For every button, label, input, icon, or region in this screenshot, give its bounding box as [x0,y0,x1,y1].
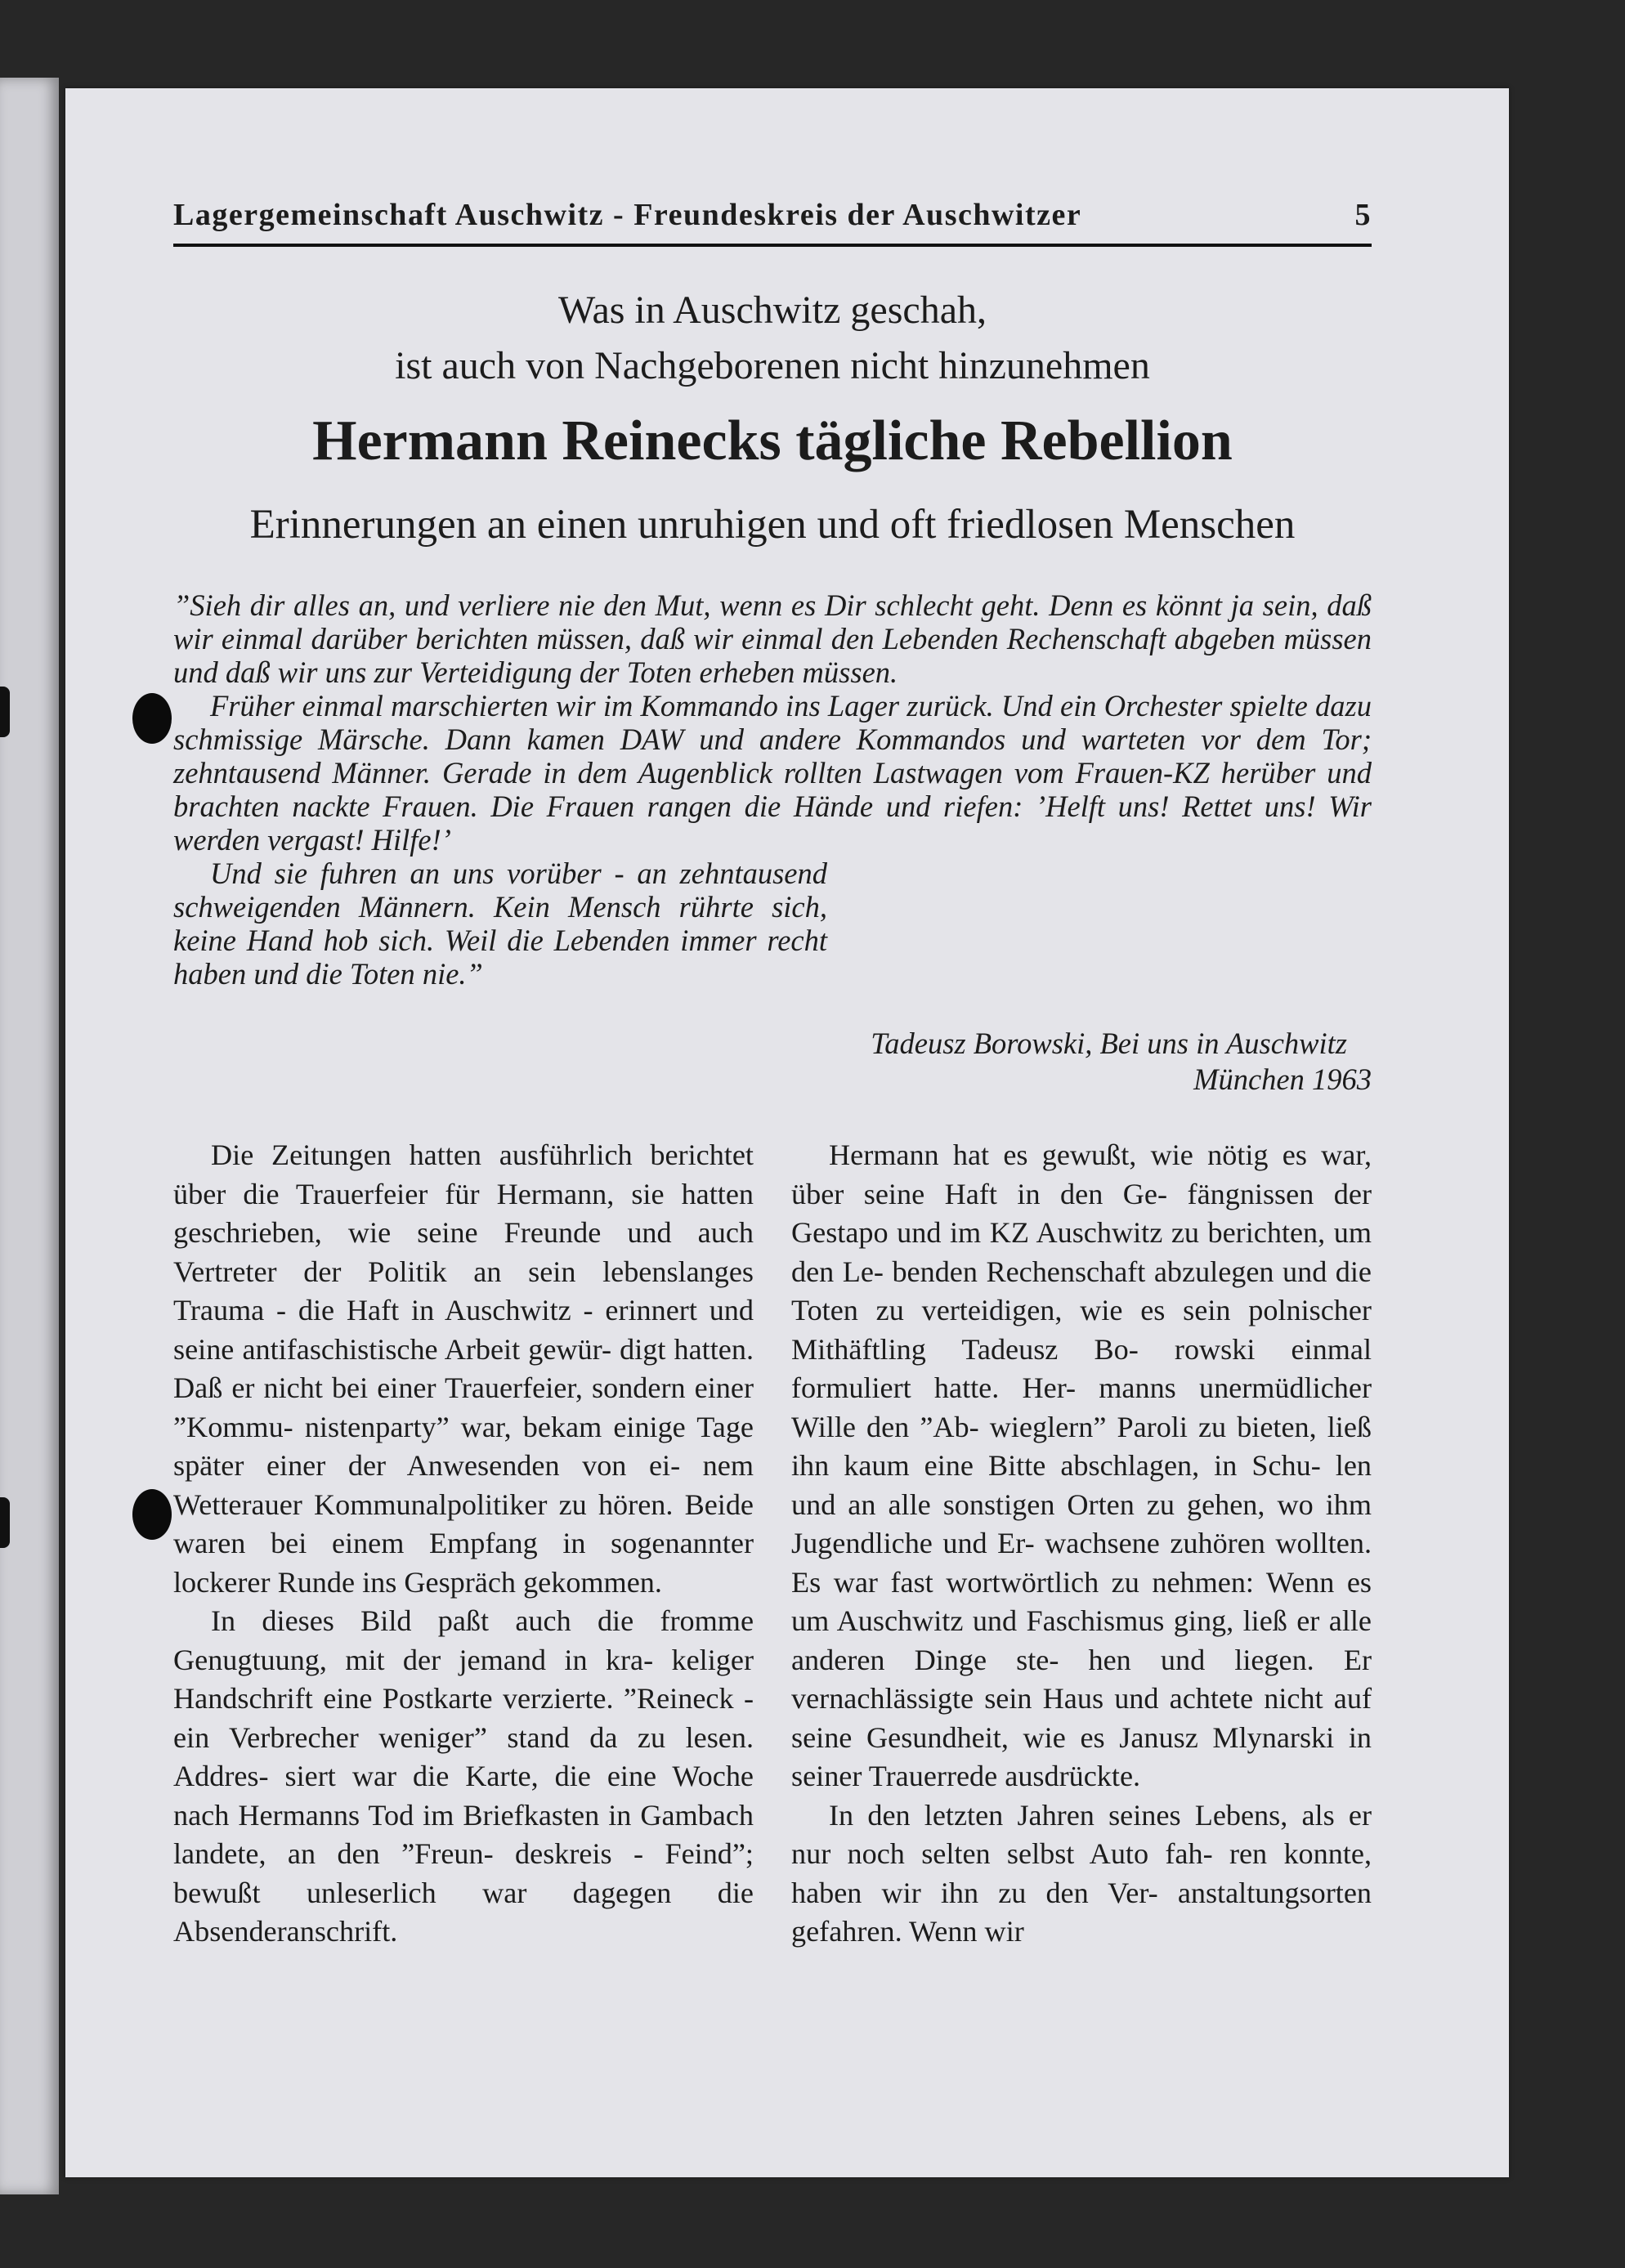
punch-hole [132,1489,172,1540]
quote-source-date: München 1963 [1193,1062,1372,1096]
body-paragraph: Hermann hat es gewußt, wie nötig es war, über seine Haft in den Ge- fängnissen der Gestapo und im KZ Auschwitz zu berichten, um den Le- benden Rechenschaft abzulegen und die Toten zu verteidigen, wie es sein polnischer Mithäftling Tadeusz Bo- rowski einmal formuliert hatte. Her- manns unermüdlicher Wille den ”Ab- wieglern” Paroli zu bieten, ließ ihn kaum eine Bitte abschlagen, in Schu- len und an alle sonstigen Orten zu gehen, wo ihm Jugendliche und Er- wachsene zuhören wollten. Es war fast wortwörtlich zu nehmen: Wenn es um Auschwitz und Faschismus ging, ließ er alle anderen Dinge ste- hen und liegen. Er vernachlässigte sein Haus und achtete nicht auf seine Gesundheit, wie es Janusz Mlynarski in seiner Trauerrede ausdrückte. [791,1138,1372,1792]
binder-mark [0,1497,10,1548]
article-headline: Hermann Reinecks tägliche Rebellion [312,409,1233,472]
facing-page-edge [0,78,59,2194]
page-number: 5 [1354,198,1372,232]
quote-paragraph: ”Sieh dir alles an, und verliere nie den Mut, wenn es Dir schlecht geht. Denn es könnt ja sein, daß wir einmal darüber berichten müssen, daß wir einmal den Lebenden Rechenschaft abgeben müssen und daß wir uns zur Verteidigung der Toten erheben müssen. [173,588,1372,689]
publication-name: Lagergemeinschaft Auschwitz - Freundeskreis der Auschwitzer [173,198,1082,232]
body-paragraph: In dieses Bild paßt auch die fromme Genugtuung, mit der jemand in kra- keliger Handschrift eine Postkarte verzierte. ”Reineck - ein Verbrecher weniger” stand da zu lesen. Addres- siert war die Karte, die eine Woche nach Hermanns Tod im Briefkasten in Gambach landete, an den ”Freun- deskreis - Feind”; bewußt unleserlich war dagegen die Absenderanschrift. [173,1604,754,1948]
running-header [173,186,1372,247]
body-paragraph: In den letzten Jahren seines Lebens, als er nur noch selten selbst Auto fah- ren konnte, haben wir ihn zu den Ver- anstaltungsorten gefahren. Wenn wir [791,1798,1372,1948]
quote-paragraph: Früher einmal marschierten wir im Kommando ins Lager zurück. Und ein Orchester spielte dazu schmissige Märsche. Dann kamen DAW und andere Kommandos und warteten vor dem Tor; zehntausend Männer. Gerade in dem Augenblick rollten Lastwagen vom Frauen-KZ herüber und brachten nackte Frauen. Die Frauen rangen die Hände und riefen: ’Helft uns! Rettet uns! Wir werden vergast! Hilfe!’ [173,689,1372,857]
article-subheadline: Erinnerungen an einen unruhigen und oft friedlosen Menschen [249,502,1296,548]
article-column-left [173,1136,754,1952]
quote-source: Tadeusz Borowski, Bei uns in Auschwitz [871,1027,1347,1060]
article-column-right [791,1136,1372,1952]
kicker-line-2: ist auch von Nachgeborenen nicht hinzunehmen [395,344,1150,387]
kicker-line-1: Was in Auschwitz geschah, [557,289,987,332]
epigraph-quote [173,588,1372,1096]
body-paragraph: Die Zeitungen hatten ausführlich berichtet über die Trauerfeier für Hermann, sie hatten geschrieben, wie seine Freunde und auch Vertreter der Politik an sein lebenslanges Trauma - die Haft in Auschwitz - erinnert und seine antifaschistische Arbeit gewür- digt hatten. Daß er nicht bei einer Trauerfeier, sondern einer ”Kommu- nistenparty” war, bekam einige Tage später einer der Anwesenden von ei- nem Wetterauer Kommunalpolitiker zu hören. Beide waren bei einem Empfang in sogenannter lockerer Runde ins Gespräch gekommen. [173,1138,754,1599]
punch-hole [132,693,172,744]
binder-mark [0,687,10,737]
quote-paragraph: Und sie fuhren an uns vorüber - an zehntausend schweigenden Männern. Kein Mensch rührte sich, keine Hand hob sich. Weil die Lebenden immer recht haben und die Toten nie.” [173,857,827,991]
